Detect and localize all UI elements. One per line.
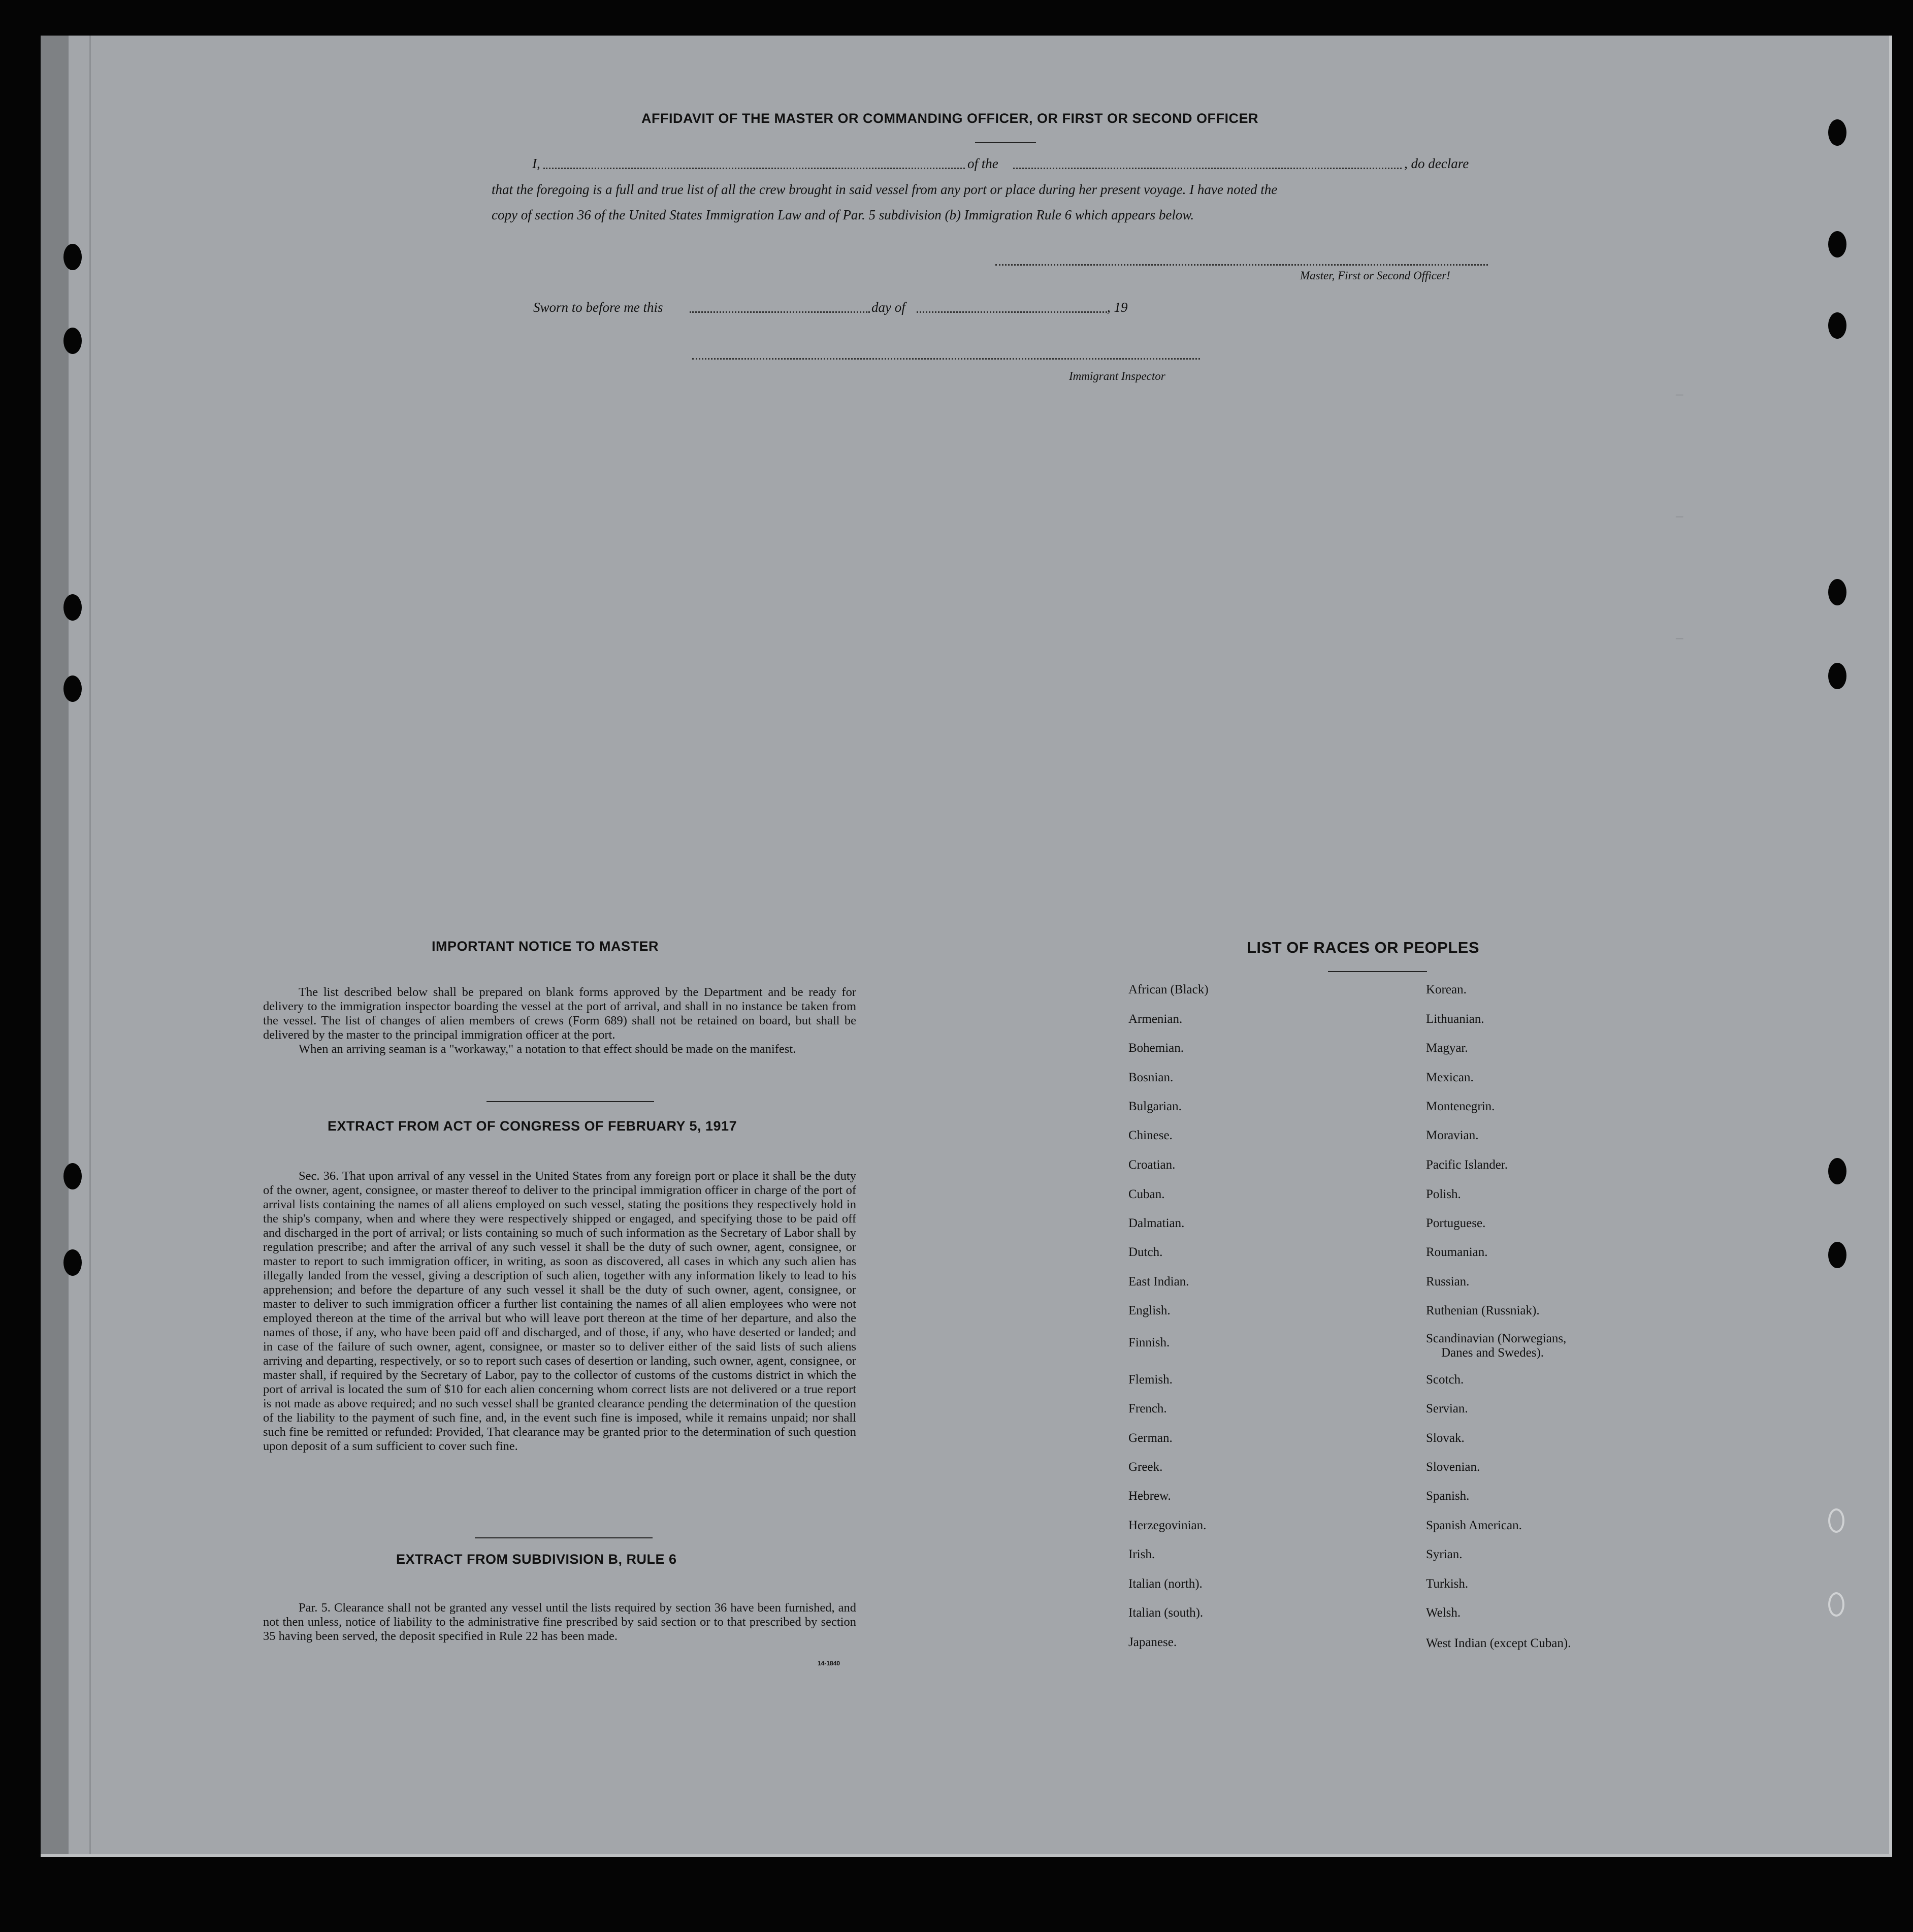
binder-hole <box>63 594 82 621</box>
races-title: LIST OF RACES OR PEOPLES <box>1247 939 1480 956</box>
race-item: Greek. <box>1128 1460 1163 1474</box>
race-item: Bohemian. <box>1128 1041 1184 1055</box>
race-item: Danes and Swedes). <box>1441 1346 1544 1360</box>
binder-hole <box>1828 663 1846 689</box>
race-item: Slovenian. <box>1426 1460 1480 1474</box>
binder-hole <box>1828 579 1846 605</box>
act-extract-body <box>263 1169 856 1454</box>
form-number: 14-1840 <box>818 1660 840 1667</box>
race-item: Bulgarian. <box>1128 1100 1182 1113</box>
notice-paragraph-2: When an arriving seaman is a "workaway," a notation to that effect should be made on the manifest. <box>299 1042 796 1056</box>
race-item: Spanish American. <box>1426 1519 1522 1532</box>
race-item: West Indian (except Cuban). <box>1426 1636 1571 1650</box>
binder-hole <box>63 1249 82 1276</box>
binder-hole <box>1828 1592 1844 1617</box>
race-item: Hebrew. <box>1128 1489 1171 1503</box>
race-item: Korean. <box>1426 983 1467 996</box>
binder-hole <box>1828 1508 1844 1533</box>
divider <box>975 142 1036 143</box>
race-item: Bosnian. <box>1128 1071 1174 1084</box>
race-item: Chinese. <box>1128 1129 1173 1142</box>
binding-spine <box>41 36 69 1854</box>
affidavit-line1-prefix: I, <box>532 156 540 171</box>
race-item: Dutch. <box>1128 1245 1163 1259</box>
race-item: Pacific Islander. <box>1426 1158 1508 1172</box>
race-item: Cuban. <box>1128 1187 1165 1201</box>
race-item: Ruthenian (Russniak). <box>1426 1304 1540 1317</box>
race-item: Finnish. <box>1128 1336 1170 1349</box>
binder-hole <box>1828 312 1846 339</box>
race-item: Turkish. <box>1426 1577 1469 1591</box>
race-item: East Indian. <box>1128 1275 1189 1289</box>
binder-hole <box>63 1163 82 1189</box>
race-item: English. <box>1128 1304 1171 1317</box>
binder-hole <box>63 244 82 270</box>
notice-title: IMPORTANT NOTICE TO MASTER <box>432 939 659 954</box>
divider <box>487 1101 654 1102</box>
race-item: Slovak. <box>1426 1431 1465 1445</box>
vessel-name-field[interactable] <box>1013 168 1402 169</box>
race-item: Italian (south). <box>1128 1606 1204 1620</box>
race-item: Welsh. <box>1426 1606 1461 1620</box>
sworn-year-label: , 19 <box>1107 300 1128 315</box>
binder-hole <box>1828 1242 1846 1268</box>
inspector-label: Immigrant Inspector <box>1069 370 1165 382</box>
binder-hole <box>1828 119 1846 146</box>
race-item: French. <box>1128 1402 1167 1415</box>
race-item: Syrian. <box>1426 1548 1463 1561</box>
race-item: Armenian. <box>1128 1012 1183 1026</box>
race-item: Roumanian. <box>1426 1245 1488 1259</box>
margin-line <box>89 36 91 1854</box>
race-item: Servian. <box>1426 1402 1468 1415</box>
race-item: Spanish. <box>1426 1489 1470 1503</box>
rule-extract-body <box>263 1601 856 1644</box>
binder-hole <box>1828 231 1846 257</box>
race-item: Magyar. <box>1426 1041 1468 1055</box>
notice-paragraph-1: The list described below shall be prepared on blank forms approved by the Department and be ready for delivery to the immigration inspector boarding the vessel at the port of arrival, and shall in no instance be taken from the vessel. The list of changes of alien members of crews (Form 689) shall not be retained on board, but shall be delivered by the master to the principal immigration officer at the port. <box>263 985 856 1042</box>
sworn-day-label: day of <box>871 300 905 315</box>
race-item: Mexican. <box>1426 1071 1474 1084</box>
sworn-prefix: Sworn to before me this <box>533 300 663 315</box>
race-item: Lithuanian. <box>1426 1012 1484 1026</box>
signature-label: Master, First or Second Officer! <box>1300 269 1450 282</box>
divider <box>475 1537 653 1538</box>
sworn-month-field[interactable] <box>917 311 1107 313</box>
affidavit-title: AFFIDAVIT OF THE MASTER OR COMMANDING OFFICER, OR FIRST OR SECOND OFFICER <box>641 111 1258 126</box>
race-item: African (Black) <box>1128 983 1209 996</box>
act-extract-title: EXTRACT FROM ACT OF CONGRESS OF FEBRUARY 5, 1917 <box>328 1118 737 1134</box>
binder-hole <box>1828 1158 1846 1184</box>
race-item: Scandinavian (Norwegians, <box>1426 1332 1567 1345</box>
rule-extract-text: Par. 5. Clearance shall not be granted any vessel until the lists required by section 36 have been furnished, and not then unless, notice of liability to the administrative fine prescribed by said section or to that prescribed by section 35 having been served, the deposit specified in Rule 22 has been made. <box>263 1601 856 1643</box>
binder-hole <box>63 675 82 702</box>
race-item: Herzegovinian. <box>1128 1519 1207 1532</box>
master-signature-line[interactable] <box>995 264 1488 266</box>
race-item: Moravian. <box>1426 1129 1479 1142</box>
affidavit-line3: copy of section 36 of the United States Immigration Law and of Par. 5 subdivision (b) Immigration Rule 6 which appears below. <box>492 207 1194 222</box>
notice-body <box>263 985 856 1056</box>
race-item: Montenegrin. <box>1426 1100 1495 1113</box>
race-item: Dalmatian. <box>1128 1216 1185 1230</box>
race-item: German. <box>1128 1431 1173 1445</box>
divider <box>1328 971 1427 972</box>
binder-hole <box>63 328 82 354</box>
act-extract-text: Sec. 36. That upon arrival of any vessel in the United States from any foreign port or place it shall be the duty of the owner, agent, consignee, or master thereof to deliver to the principal immigration officer in charge of the port of arrival lists containing the names of all aliens employed on such vessel, stating the positions they respectively hold in the ship's company, when and where they were respectively shipped or engaged, and specifying those to be paid off and discharged in the port of arrival; or lists containing so much of such information as the Secretary of Labor shall by regulation prescribe; and after the arrival of any such vessel it shall be the duty of such owner, agent, consignee, or master to report to such immigration officer, in writing, as soon as discovered, all cases in which any such alien has illegally landed from the vessel, giving a description of such alien, together with any information likely to lead to his apprehension; and before the departure of any such vessel it shall be the duty of such owner, agent, consignee, or master to deliver to such immigration officer a further list containing the names of all alien employees who were not employed thereon at the time of the arrival but who will leave port thereon at the time of her departure, and also the names of those, if any, who have been paid off and discharged, and of those, if any, who have deserted or landed; and in case of the failure of such owner, agent, consignee, or master so to deliver either of the said lists of such aliens arriving and departing, respectively, or so to report such cases of desertion or landing, such owner, agent, consignee, or master shall, if required by the Secretary of Labor, pay to the collector of customs of the customs district in which the port of arrival is located the sum of $10 for each alien concerning whom correct lists are not delivered or a true report is not made as above required; and no such vessel shall be granted clearance pending the determination of the question of the liability to the payment of such fine, and, in the event such fine is imposed, while it remains unpaid; nor shall such fine be remitted or refunded: Provided, That clearance may be granted prior to the determination of such question upon deposit of a sum sufficient to cover such fine. <box>263 1169 856 1453</box>
document-page <box>41 36 1892 1857</box>
race-item: Flemish. <box>1128 1373 1173 1387</box>
affidavit-line1-suffix: , do declare <box>1404 156 1469 171</box>
affidavit-line2: that the foregoing is a full and true list of all the crew brought in said vessel from any port or place during her present voyage. I have noted the <box>492 182 1278 197</box>
sworn-day-field[interactable] <box>690 311 870 313</box>
race-item: Croatian. <box>1128 1158 1176 1172</box>
race-item: Scotch. <box>1426 1373 1464 1387</box>
master-name-field[interactable] <box>543 168 965 169</box>
rule-extract-title: EXTRACT FROM SUBDIVISION B, RULE 6 <box>396 1552 677 1567</box>
race-item: Irish. <box>1128 1548 1155 1561</box>
inspector-signature-line[interactable] <box>692 358 1200 360</box>
affidavit-line1-of: of the <box>967 156 998 171</box>
race-item: Portuguese. <box>1426 1216 1486 1230</box>
race-item: Japanese. <box>1128 1635 1177 1649</box>
race-item: Russian. <box>1426 1275 1470 1289</box>
race-item: Italian (north). <box>1128 1577 1203 1591</box>
race-item: Polish. <box>1426 1187 1461 1201</box>
